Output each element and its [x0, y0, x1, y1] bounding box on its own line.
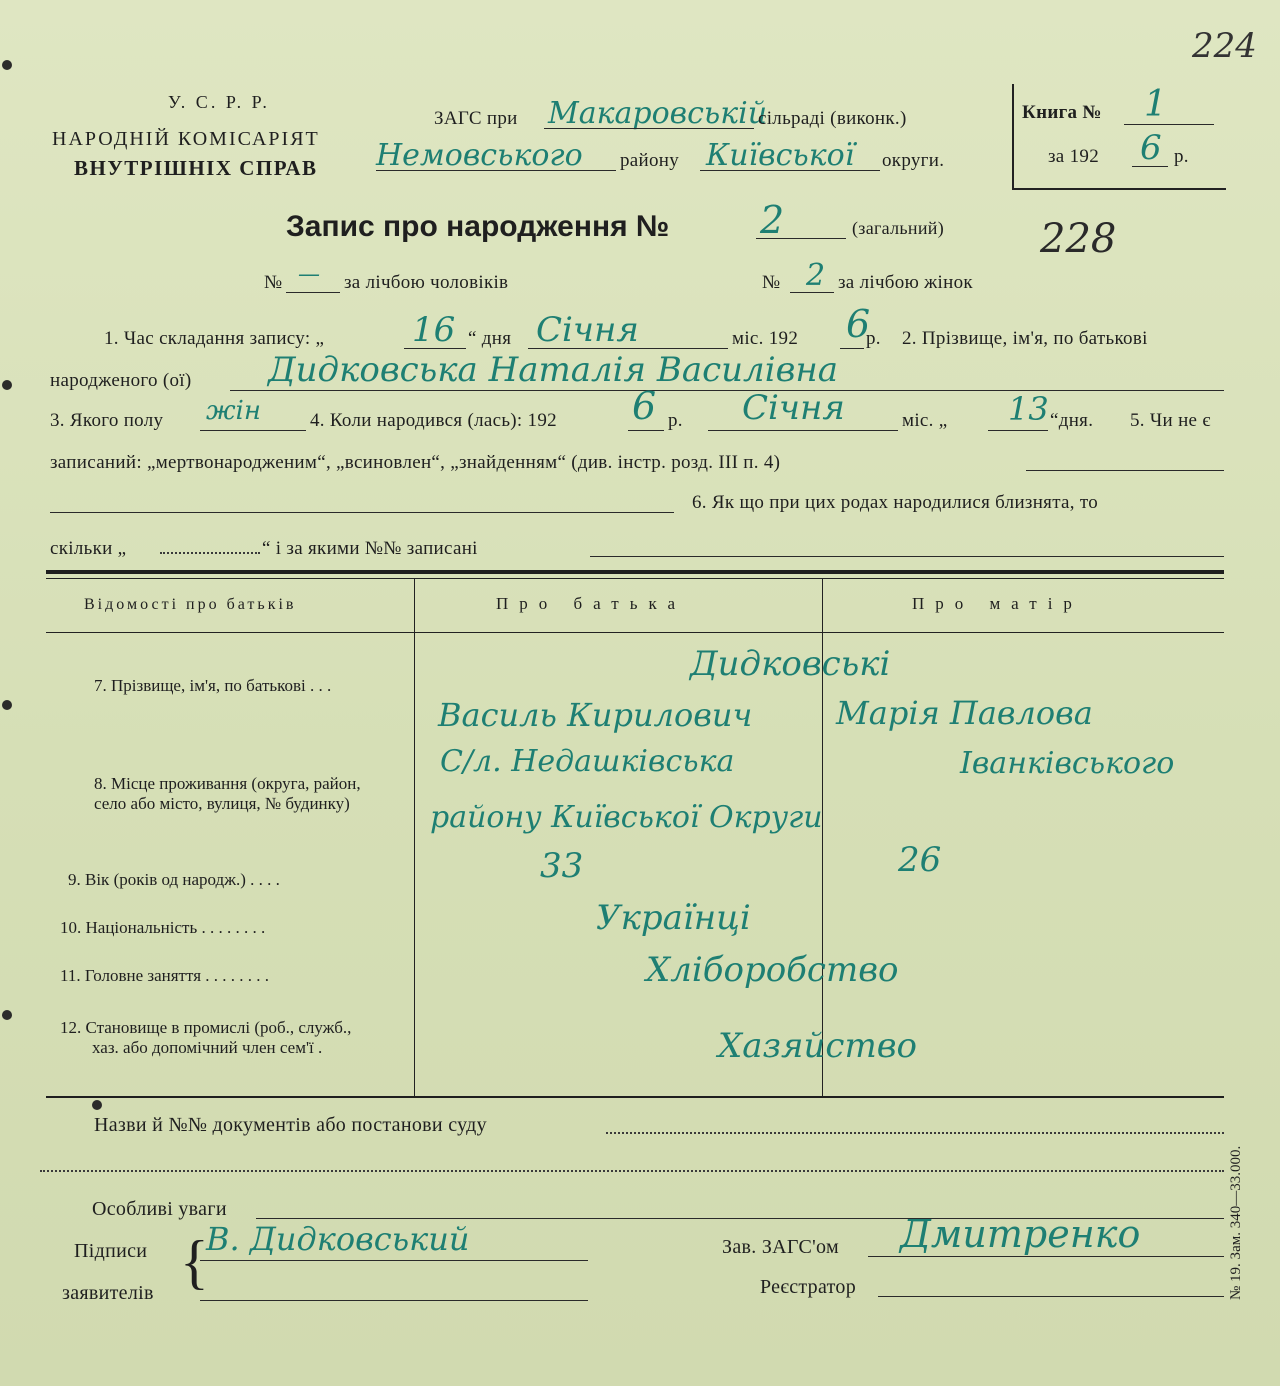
book-year-underline — [1132, 166, 1168, 167]
field6-label-2: скільки „ — [50, 538, 127, 559]
father-age: 33 — [540, 846, 584, 886]
punch-hole — [2, 700, 12, 710]
place-village: С/л. Недашківська — [440, 744, 735, 779]
birth-year: 6 — [632, 384, 657, 428]
field5-label: 5. Чи не є — [1130, 410, 1211, 431]
row-9-label: 9. Вік (років од народж.) . . . . — [68, 870, 280, 889]
twins-numbers-underline — [590, 556, 1224, 557]
field1-day-underline — [404, 348, 466, 349]
head-label: Зав. ЗАГС'ом — [722, 1236, 839, 1258]
row-12-label-a: 12. Становище в промислі (роб., служб., — [60, 1018, 352, 1037]
sex-value: жін — [206, 396, 261, 426]
place-okrug: району Київської Округи — [430, 800, 823, 835]
council-name: Макаровській — [548, 96, 768, 131]
row-8-label-b: село або місто, вулиця, № будинку) — [94, 794, 350, 813]
place-district: Іванківського — [960, 746, 1175, 781]
mother-name: Марія Павлова — [836, 694, 1093, 732]
field3-label: 3. Якого полу — [50, 410, 164, 431]
record-title: Запис про народження № — [286, 210, 670, 243]
mother-age: 26 — [898, 840, 942, 880]
column-header-info: Відомості про батьків — [84, 596, 297, 613]
birth-month-suffix: міс. „ — [902, 410, 948, 431]
women-count-underline — [790, 292, 834, 293]
field1-year: 6 — [846, 302, 871, 346]
documents-dots-2 — [40, 1170, 1224, 1172]
father-name: Василь Кирилович — [438, 696, 753, 734]
column-header-father: Про батька — [496, 594, 687, 613]
occupation: Хліборобство — [646, 950, 899, 990]
row-10-label: 10. Національність . . . . . . . . — [60, 918, 266, 937]
book-number: 1 — [1144, 84, 1167, 125]
field1-month: Січня — [536, 310, 639, 350]
men-count-prefix: № — [264, 272, 283, 293]
row-8-label-a: 8. Місце проживання (округа, район, — [94, 774, 361, 793]
council-suffix: сільраді (виконк.) — [758, 108, 907, 129]
field5-continuation-line — [50, 512, 674, 513]
sex-underline — [200, 430, 306, 431]
women-count: 2 — [806, 258, 826, 293]
department-label: ВНУТРІШНІХ СПРАВ — [74, 156, 318, 180]
punch-hole — [2, 60, 12, 70]
table-bottom-rule — [46, 1096, 1224, 1098]
punch-hole — [92, 1100, 102, 1110]
side-number: 228 — [1040, 216, 1117, 262]
table-header-rule — [46, 632, 1224, 633]
row-7-label: 7. Прізвище, ім'я, по батькові . . . — [94, 676, 332, 695]
zags-prefix: ЗАГС при — [434, 108, 518, 129]
punch-hole — [2, 1010, 12, 1020]
row-11-label: 11. Головне заняття . . . . . . . . — [60, 966, 270, 985]
row-12-label-b: хаз. або допомічний член сем'ї . — [92, 1038, 323, 1057]
corner-number: 224 — [1192, 26, 1257, 66]
registrar-label: Реєстратор — [760, 1276, 857, 1298]
head-signature-line — [868, 1256, 1224, 1257]
table-col-divider-1 — [414, 578, 415, 1098]
documents-label: Назви й №№ документів або постанови суду — [94, 1114, 487, 1136]
table-top-rule-thin — [46, 578, 1224, 579]
birth-year-underline — [628, 430, 664, 431]
column-header-mother: Про матір — [912, 594, 1083, 613]
commissariat-label: НАРОДНІЙ КОМІСАРІЯТ — [52, 128, 320, 150]
field6-label: 6. Як що при цих родах народилися близнята, то — [692, 492, 1099, 513]
signatures-label-2: заявителів — [62, 1282, 154, 1304]
field5-label-2: записаний: „мертвонародженим“, „всиновлен“, „знайденням“ (див. інстр. розд. III п. 4) — [50, 452, 781, 473]
head-signature: Дмитренко — [900, 1212, 1141, 1256]
women-count-prefix: № — [762, 272, 781, 293]
birth-year-suffix: р. — [668, 410, 683, 431]
registrar-signature-line — [878, 1296, 1224, 1297]
field1-label: 1. Час складання запису: „ — [104, 328, 325, 349]
notes-label: Особливі уваги — [92, 1198, 227, 1220]
men-count-label: за лічбою чоловіків — [344, 272, 509, 293]
book-year-suffix: р. — [1174, 146, 1189, 167]
book-number-underline — [1124, 124, 1214, 125]
council-underline — [544, 128, 754, 129]
field1-day: 16 — [412, 310, 456, 350]
record-number: 2 — [760, 198, 785, 242]
field5-underline — [1026, 470, 1224, 471]
women-count-label: за лічбою жінок — [838, 272, 973, 293]
field1-year-underline — [840, 348, 864, 349]
position: Хазяйство — [718, 1026, 917, 1066]
men-count: — — [298, 262, 320, 287]
book-year-prefix: за 192 — [1048, 146, 1099, 167]
field2-label: 2. Прізвище, ім'я, по батькові — [902, 328, 1148, 349]
book-year: 6 — [1140, 128, 1162, 168]
field6-label-3: “ і за якими №№ записані — [262, 538, 478, 559]
birth-month: Січня — [742, 388, 845, 428]
print-order-note: № 19. Зам. 340—33.000. — [1228, 1145, 1244, 1300]
birth-day-underline — [988, 430, 1048, 431]
nationality: Українці — [596, 898, 751, 938]
book-box — [1012, 84, 1226, 190]
applicant-signature-line — [200, 1260, 588, 1261]
republic-label: У. С. Р. Р. — [168, 92, 270, 112]
punch-hole — [2, 380, 12, 390]
field1-month-underline — [528, 348, 728, 349]
okrug-name: Київської — [706, 138, 855, 173]
signatures-label: Підписи — [74, 1240, 148, 1262]
table-top-rule — [46, 570, 1224, 574]
twins-count-dots — [160, 552, 260, 554]
signatures-brace: { — [180, 1229, 209, 1295]
field1-day-suffix: “ дня — [468, 328, 512, 349]
applicant-signature: В. Дидковський — [206, 1220, 470, 1258]
parents-surname: Дидковські — [690, 644, 891, 684]
field4-label: 4. Коли народився (лась): 192 — [310, 410, 557, 431]
birth-day: 13 — [1008, 390, 1049, 428]
book-label: Книга № — [1022, 102, 1102, 123]
newborn-name: Дидковська Наталія Василівна — [268, 350, 839, 390]
district-suffix: району — [620, 150, 680, 171]
district-underline — [376, 170, 616, 171]
field1-year-suffix: р. — [866, 328, 881, 349]
birth-month-underline — [708, 430, 898, 431]
district-name: Немовського — [376, 138, 583, 173]
field2-label-2: народженого (ої) — [50, 370, 192, 391]
field1-month-suffix: міс. 192 — [732, 328, 799, 349]
birth-day-suffix: “дня. — [1050, 410, 1094, 431]
okrug-suffix: округи. — [882, 150, 945, 171]
documents-dots — [606, 1132, 1224, 1134]
applicant-signature-line-2 — [200, 1300, 588, 1301]
record-general-label: (загальний) — [852, 218, 945, 238]
newborn-name-underline — [230, 390, 1224, 391]
men-count-underline — [286, 292, 340, 293]
okrug-underline — [700, 170, 880, 171]
record-number-underline — [756, 238, 846, 239]
